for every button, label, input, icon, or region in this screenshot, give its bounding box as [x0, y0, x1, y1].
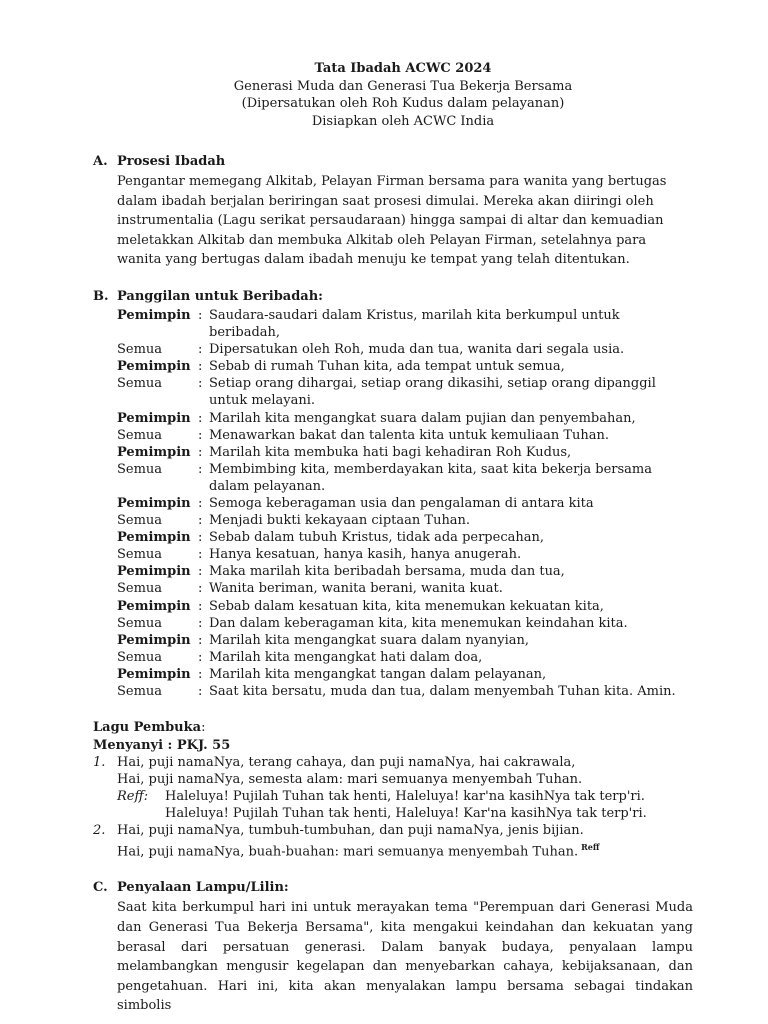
song-number: Menyanyi : PKJ. 55	[93, 737, 231, 753]
role-label: Pemimpin	[117, 564, 191, 580]
role-label: Pemimpin	[117, 496, 191, 511]
role-colon: :	[198, 564, 203, 580]
response-text: Menjadi bukti kekayaan ciptaan Tuhan.	[209, 513, 471, 529]
role-label: Semua	[117, 376, 163, 392]
role-label: Pemimpin	[117, 530, 191, 546]
responsive-row	[117, 512, 693, 529]
responsive-row	[117, 683, 693, 700]
verse-2	[93, 822, 693, 860]
responsive-row	[117, 580, 693, 597]
role-colon: :	[198, 427, 203, 443]
refrain-marker: Reff	[581, 842, 600, 853]
refrain-line-2: Haleluya! Pujilah Tuhan tak henti, Haleluya! Kar'na kasihNya tak terp'ri.	[165, 806, 647, 822]
verse-2-line-1: Hai, puji namaNya, tumbuh-tumbuhan, dan puji namaNya, jenis bijian.	[117, 823, 584, 839]
section-b-heading	[93, 287, 693, 307]
responsive-row	[117, 341, 693, 358]
section-c-letter: C.	[93, 880, 108, 896]
role-colon: :	[198, 530, 203, 546]
role-colon: :	[198, 307, 203, 323]
section-panggilan-beribadah	[93, 287, 693, 700]
role-colon: :	[198, 666, 203, 682]
response-text: Marilah kita membuka hati bagi kehadiran Roh Kudus,	[209, 444, 572, 460]
response-text: Semoga keberagaman usia dan pengalaman di antara kita	[209, 496, 594, 511]
response-text: Hanya kesatuan, hanya kasih, hanya anugerah.	[209, 547, 522, 563]
responsive-row	[117, 563, 693, 580]
section-a-title: Prosesi Ibadah	[117, 154, 226, 169]
role-colon: :	[198, 342, 203, 358]
responsive-row	[117, 529, 693, 546]
role-label: Semua	[117, 581, 163, 597]
response-text: Wanita beriman, wanita berani, wanita kuat.	[209, 581, 503, 597]
response-text: Setiap orang dihargai, setiap orang dikasihi, setiap orang dipanggil untuk melayani.	[209, 376, 656, 409]
responsive-reading-list	[117, 307, 693, 700]
song-label-text: Lagu Pembuka	[93, 720, 202, 736]
role-label: Semua	[117, 513, 163, 529]
subtitle-line-3: Disiapkan oleh ACWC India	[311, 113, 495, 129]
role-label: Pemimpin	[117, 410, 191, 426]
role-colon: :	[198, 684, 203, 700]
verse-1-line-2: Hai, puji namaNya, semesta alam: mari semuanya menyembah Tuhan.	[117, 772, 583, 788]
section-b-letter: B.	[93, 288, 109, 304]
role-colon: :	[198, 444, 203, 460]
response-text: Maka marilah kita beribadah bersama, muda dan tua,	[209, 564, 565, 580]
verse-1-number: 1.	[93, 755, 106, 771]
role-colon: :	[198, 359, 203, 375]
section-c-paragraph: Saat kita berkumpul hari ini untuk merayakan tema "Perempuan dari Generasi Muda dan Generasi Tua Bekerja Bersama", kita mengakui keindahan dan kekuatan yang berasal dari persatuan generasi. Dalam banyak budaya, penyalaan lampu melambangkan mengusir kegelapan dan menyebarkan cahaya, kebijaksanaan, dan pengetahuan. Hari ini, kita akan menyalakan lampu bersama sebagai tindakan simbolis	[117, 900, 693, 1014]
verse-1	[93, 754, 693, 822]
responsive-row	[117, 375, 693, 409]
role-colon: :	[198, 496, 203, 511]
response-text: Marilah kita mengangkat tangan dalam pelayanan,	[209, 666, 547, 682]
role-label: Semua	[117, 615, 163, 631]
section-c-heading	[93, 878, 693, 898]
response-text: Marilah kita mengangkat suara dalam nyanyian,	[209, 632, 530, 648]
role-colon: :	[198, 649, 203, 665]
section-a-paragraph: Pengantar memegang Alkitab, Pelayan Firman bersama para wanita yang bertugas dalam ibadah berjalan beriringan saat prosesi dimulai. Mereka akan diiringi oleh instrumentalia (Lagu serikat persaudaraan) hingga sampai di altar dan kemuadian meletakkan Alkitab dan membuka Alkitab oleh Pelayan Firman, setelahnya para wanita yang bertugas dalam ibadah menuju ke tempat yang telah ditentukan.	[117, 174, 667, 268]
section-a-heading	[93, 152, 693, 172]
role-label: Semua	[117, 684, 163, 700]
responsive-row	[117, 546, 693, 563]
responsive-row	[117, 410, 693, 427]
role-colon: :	[198, 615, 203, 631]
song-label	[93, 719, 693, 737]
role-label: Semua	[117, 649, 163, 665]
response-text: Dipersatukan oleh Roh, muda dan tua, wanita dari segala usia.	[209, 342, 625, 358]
document-header	[113, 60, 693, 130]
subtitle-line-1: Generasi Muda dan Generasi Tua Bekerja Bersama	[233, 78, 573, 94]
subtitle-line-2: (Dipersatukan oleh Roh Kudus dalam pelayanan)	[241, 96, 565, 111]
role-label: Semua	[117, 342, 163, 358]
section-c-title: Penyalaan Lampu/Lilin:	[117, 880, 289, 896]
role-label: Pemimpin	[117, 598, 191, 614]
responsive-row	[117, 666, 693, 683]
response-text: Sebab di rumah Tuhan kita, ada tempat untuk semua,	[209, 359, 565, 375]
response-text: Menawarkan bakat dan talenta kita untuk kemuliaan Tuhan.	[209, 427, 610, 443]
role-colon: :	[198, 547, 203, 563]
responsive-row	[117, 444, 693, 461]
role-label: Semua	[117, 461, 163, 477]
role-label: Pemimpin	[117, 307, 191, 323]
role-colon: :	[198, 513, 203, 529]
refrain-line-1: Haleluya! Pujilah Tuhan tak henti, Haleluya! kar'na kasihNya tak terp'ri.	[165, 789, 645, 805]
role-colon: :	[198, 410, 203, 426]
role-colon: :	[198, 376, 203, 392]
section-penyalaan-lampu	[93, 878, 693, 1016]
role-label: Semua	[117, 547, 163, 563]
opening-song	[93, 719, 693, 860]
response-text: Marilah kita mengangkat hati dalam doa,	[209, 649, 483, 665]
refrain-label: Reff:	[117, 789, 149, 805]
verse-1-line-1: Hai, puji namaNya, terang cahaya, dan puji namaNya, hai cakrawala,	[117, 755, 576, 771]
responsive-row	[117, 632, 693, 649]
document-title: Tata Ibadah ACWC 2024	[314, 61, 492, 76]
role-colon: :	[198, 598, 203, 614]
responsive-row	[117, 427, 693, 444]
responsive-row	[117, 615, 693, 632]
response-text: Sebab dalam tubuh Kristus, tidak ada perpecahan,	[209, 530, 544, 546]
responsive-row	[117, 461, 693, 495]
role-label: Pemimpin	[117, 444, 191, 460]
verse-2-number: 2.	[93, 823, 106, 839]
verse-2-line-2-text: Hai, puji namaNya, buah-buahan: mari semuanya menyembah Tuhan.	[117, 844, 579, 860]
role-colon: :	[198, 461, 203, 477]
response-text: Saat kita bersatu, muda dan tua, dalam menyembah Tuhan kita. Amin.	[209, 684, 676, 700]
role-label: Pemimpin	[117, 359, 191, 375]
role-label: Semua	[117, 427, 163, 443]
response-text: Dan dalam keberagaman kita, kita menemukan keindahan kita.	[209, 615, 628, 631]
section-prosesi-ibadah	[93, 152, 693, 270]
role-label: Pemimpin	[117, 632, 191, 648]
responsive-row	[117, 495, 693, 512]
song-label-colon: :	[201, 720, 206, 736]
role-colon: :	[198, 581, 203, 597]
section-a-letter: A.	[93, 154, 108, 169]
responsive-row	[117, 307, 693, 341]
role-label: Pemimpin	[117, 666, 191, 682]
role-colon: :	[198, 632, 203, 648]
response-text: Marilah kita mengangkat suara dalam pujian dan penyembahan,	[209, 410, 636, 426]
responsive-row	[117, 358, 693, 375]
section-b-title: Panggilan untuk Beribadah:	[117, 288, 323, 304]
response-text: Sebab dalam kesatuan kita, kita menemukan kekuatan kita,	[209, 598, 604, 614]
response-text: Membimbing kita, memberdayakan kita, saat kita bekerja bersama dalam pelayanan.	[209, 461, 652, 494]
responsive-row	[117, 598, 693, 615]
responsive-row	[117, 649, 693, 666]
verse-2-line-2	[117, 839, 693, 860]
refrain	[117, 788, 693, 822]
response-text: Saudara-saudari dalam Kristus, marilah kita berkumpul untuk beribadah,	[209, 307, 620, 341]
